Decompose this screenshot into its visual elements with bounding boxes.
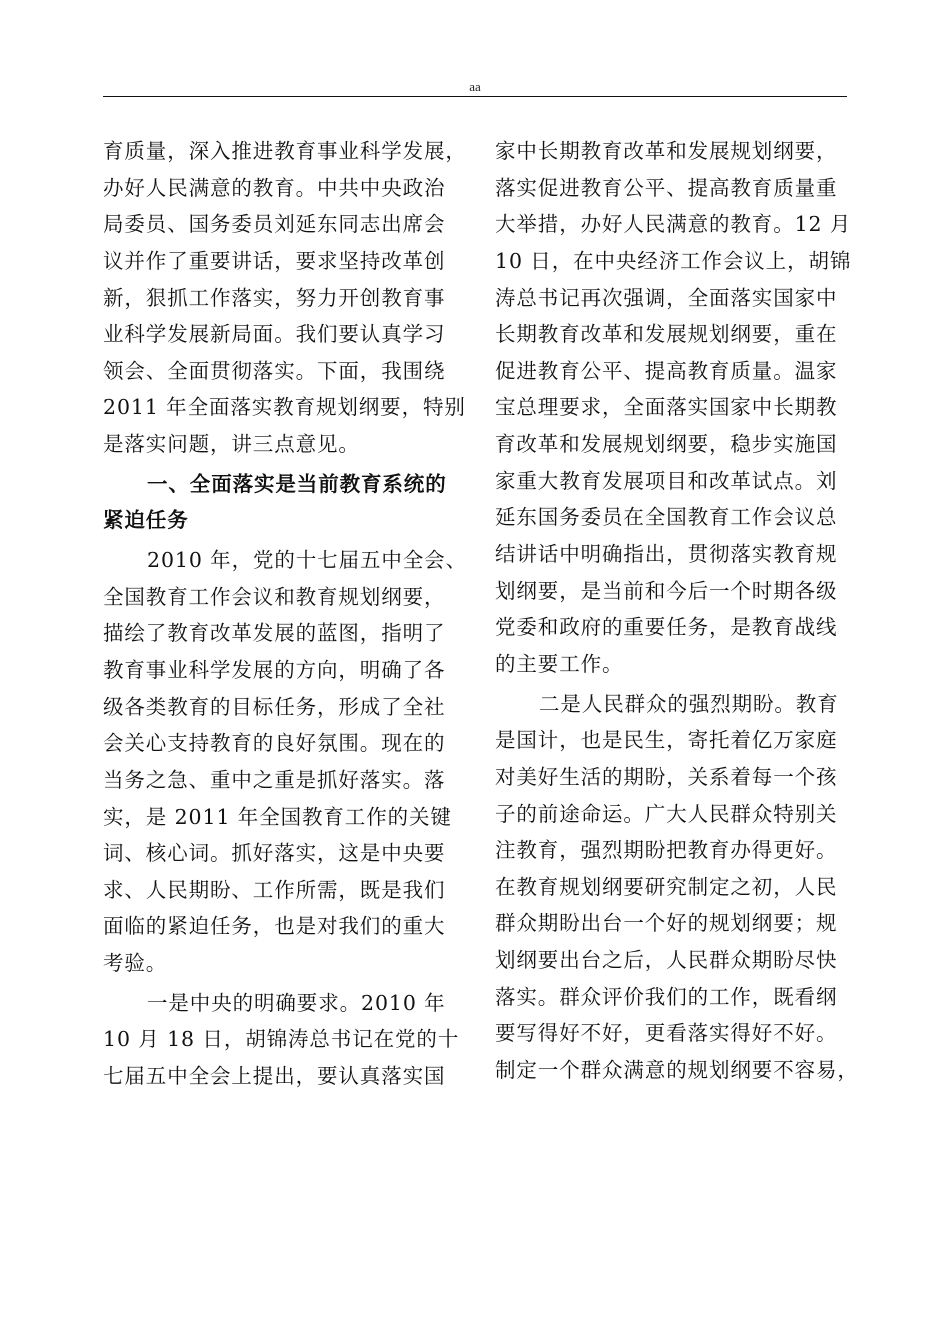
text-line: 词、核心词。抓好落实，这是中央要 <box>103 841 446 866</box>
text-line: 一是中央的明确要求。2010 年 <box>147 990 446 1015</box>
text-line: 办好人民满意的教育。中共中央政治 <box>103 175 446 200</box>
text-line: 面临的紧迫任务，也是对我们的重大 <box>103 914 446 939</box>
text-line: 求、人民期盼、工作所需，既是我们 <box>103 877 446 902</box>
text-line: 业科学发展新局面。我们要认真学习 <box>103 322 446 347</box>
text-line: 家中长期教育改革和发展规划纲要， <box>495 139 838 163</box>
text-line: 新，狠抓工作落实，努力开创教育事 <box>103 285 446 310</box>
text-line: 宝总理要求，全面落实国家中长期教 <box>495 395 838 420</box>
text-line: 党委和政府的重要任务，是教育战线 <box>495 615 838 640</box>
text-line: 大举措，办好人民满意的教育。12 月 <box>495 212 852 237</box>
text-line: 当务之急、重中之重是抓好落实。落 <box>103 767 446 792</box>
text-line: 会关心支持教育的良好氛围。现在的 <box>103 731 446 756</box>
text-line: 2011 年全面落实教育规划纲要，特别 <box>103 395 466 420</box>
text-line: 育改革和发展规划纲要，稳步实施国 <box>495 432 838 457</box>
text-line: 要写得好不好，更看落实得好不好。 <box>495 1021 838 1046</box>
text-line: 2010 年，党的十七届五中全会、 <box>147 548 467 573</box>
text-line: 考验。 <box>103 951 168 976</box>
text-line: 子的前途命运。广大人民群众特别关 <box>495 801 838 826</box>
header-rule <box>103 96 847 97</box>
text-line: 局委员、国务委员刘延东同志出席会 <box>103 212 446 237</box>
text-line: 是国计，也是民生，寄托着亿万家庭 <box>495 728 838 753</box>
text-line: 结讲话中明确指出，贯彻落实教育规 <box>495 542 838 567</box>
text-line: 实，是 2011 年全国教育工作的关键 <box>103 804 452 829</box>
text-line: 群众期盼出台一个好的规划纲要；规 <box>495 911 838 936</box>
right-column <box>495 133 859 1089</box>
text-line: 教育事业科学发展的方向，明确了各 <box>103 657 446 682</box>
text-line: 划纲要出台之后，人民群众期盼尽快 <box>495 948 838 973</box>
text-line: 落实。群众评价我们的工作，既看纲 <box>495 984 838 1009</box>
page-header: aa <box>469 79 481 94</box>
text-line: 是落实问题，讲三点意见。 <box>103 432 360 457</box>
text-line: 延东国务委员在全国教育工作会议总 <box>495 505 838 530</box>
text-line: 注教育，强烈期盼把教育办得更好。 <box>495 838 838 863</box>
left-column <box>103 133 467 1095</box>
text-line: 在教育规划纲要研究制定之初，人民 <box>495 874 838 899</box>
text-line: 划纲要，是当前和今后一个时期各级 <box>495 578 838 603</box>
text-line: 的主要工作。 <box>495 651 624 676</box>
text-line: 10 月 18 日，胡锦涛总书记在党的十 <box>103 1027 460 1052</box>
text-line: 落实促进教育公平、提高教育质量重 <box>495 175 838 200</box>
text-line: 七届五中全会上提出，要认真落实国 <box>103 1064 446 1089</box>
text-line: 对美好生活的期盼，关系着每一个孩 <box>495 764 838 789</box>
text-line: 涛总书记再次强调，全面落实国家中 <box>495 285 838 310</box>
section-heading-line: 一、全面落实是当前教育系统的 <box>147 471 447 496</box>
text-line: 家重大教育发展项目和改革试点。刘 <box>495 468 838 493</box>
text-line: 议并作了重要讲话，要求坚持改革创 <box>103 248 446 273</box>
text-line: 促进教育公平、提高教育质量。温家 <box>495 358 838 383</box>
text-line: 领会、全面贯彻落实。下面，我围绕 <box>103 358 446 383</box>
text-line: 长期教育改革和发展规划纲要，重在 <box>495 322 838 347</box>
text-line: 制定一个群众满意的规划纲要不容易， <box>495 1058 859 1083</box>
section-heading-line: 紧迫任务 <box>103 508 189 533</box>
text-line: 级各类教育的目标任务，形成了全社 <box>103 694 446 719</box>
text-line: 育质量，深入推进教育事业科学发展， <box>103 139 467 163</box>
text-line: 10 日，在中央经济工作会议上，胡锦 <box>495 248 852 273</box>
text-line: 二是人民群众的强烈期盼。教育 <box>539 691 839 716</box>
text-line: 描绘了教育改革发展的蓝图，指明了 <box>103 621 446 646</box>
text-line: 全国教育工作会议和教育规划纲要， <box>103 584 446 609</box>
